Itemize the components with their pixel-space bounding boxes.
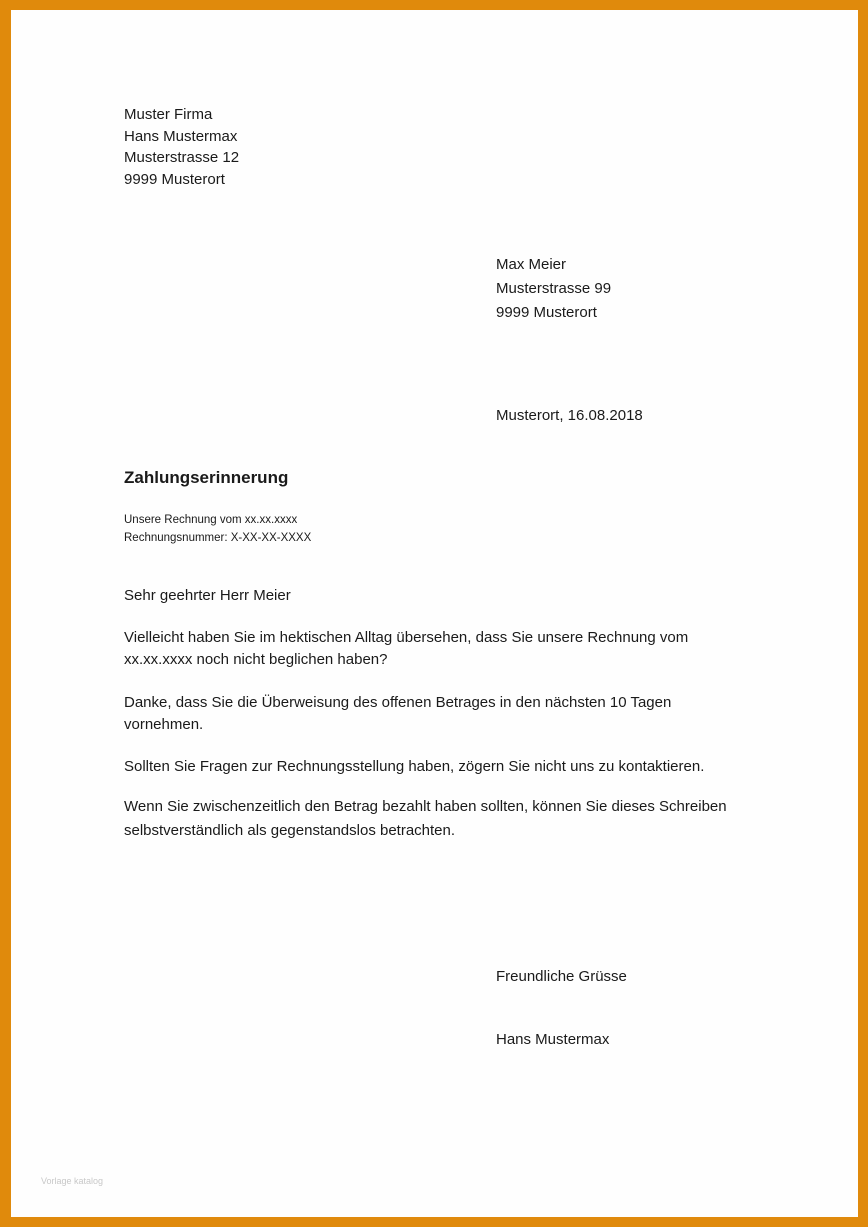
paragraph-line: vornehmen. [124,716,204,733]
paragraph-line: Sollten Sie Fragen zur Rechnungsstellung haben, zögern Sie nicht uns zu kontaktieren. [124,758,705,775]
body-paragraph [124,795,784,843]
salutation: Sehr geehrter Herr Meier [124,587,291,604]
sender-company: Muster Firma [124,106,213,123]
paragraph-line: Danke, dass Sie die Überweisung des offenen Betrages in den nächsten 10 Tagen [124,694,672,711]
recipient-street: Musterstrasse 99 [496,280,612,297]
sender-street: Musterstrasse 12 [124,149,240,167]
recipient-name: Max Meier [496,256,567,273]
letter-page [11,10,858,1217]
paragraph-line: xx.xx.xxxx noch nicht beglichen haben? [124,651,388,668]
sender-name: Hans Mustermax [124,127,238,145]
body-paragraph [124,692,784,736]
closing-phrase: Freundliche Grüsse [496,968,627,985]
letter-subject: Zahlungserinnerung [124,468,289,487]
body-paragraph [124,627,784,671]
signature-name: Hans Mustermax [496,1031,610,1048]
sender-address [124,104,239,191]
paragraph-line: Wenn Sie zwischenzeitlich den Betrag bezahlt haben sollten, können Sie dieses Schreiben [124,798,727,815]
invoice-date-line: Unsere Rechnung vom xx.xx.xxxx [124,514,298,526]
sender-city: 9999 Musterort [124,171,225,189]
watermark-text: Vorlage katalog [41,1176,104,1186]
recipient-city: 9999 Musterort [496,304,597,321]
body-paragraph [124,756,784,778]
paragraph-line: selbstverständlich als gegenstandslos betrachten. [124,822,456,839]
paragraph-line: Vielleicht haben Sie im hektischen Alltag übersehen, dass Sie unsere Rechnung vom [124,629,689,646]
place-date: Musterort, 16.08.2018 [496,407,643,424]
recipient-address [496,253,611,325]
invoice-reference [124,511,311,547]
invoice-number-line: Rechnungsnummer: X-XX-XX-XXXX [124,532,312,544]
